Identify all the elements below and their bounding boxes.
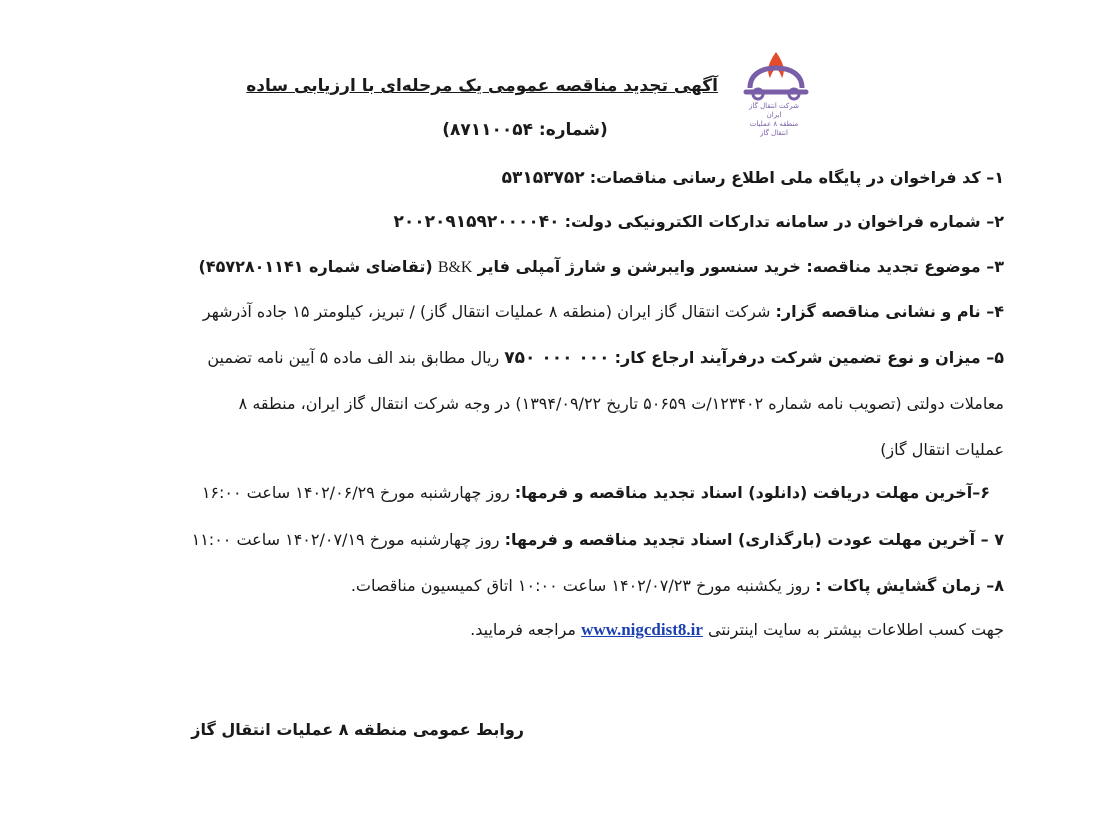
item-7 (192, 530, 1004, 549)
info-before: جهت کسب اطلاعات بیشتر به سایت اینترنتی (708, 620, 1004, 639)
item-1-label: ۱– کد فراخوان در پایگاه ملی اطلاع رسانی مناقصات: (589, 168, 1004, 187)
item-4-value: شرکت انتقال گاز ایران (منطقه ۸ عملیات انتقال گاز) / تبریز، کیلومتر ۱۵ جاده آذرشهر (202, 302, 771, 321)
item-7-value: روز چهارشنبه مورخ ۱۴۰۲/۰۷/۱۹ ساعت ۱۱:۰۰ (191, 530, 500, 549)
logo-company-line: شرکت انتقال گاز ایران (749, 102, 799, 119)
item-3-brand: B&K (437, 259, 473, 276)
item-2-value: ۲۰۰۲۰۹۱۵۹۲۰۰۰۰۴۰ (393, 212, 560, 232)
item-3-label: ۳– موضوع تجدید مناقصه: خرید سنسور وایبرشن و شارژ آمپلی فایر (477, 257, 1004, 276)
item-6 (202, 483, 990, 502)
item-5-label: ۵– میزان و نوع تضمین شرکت درفرآیند ارجاع کار: (614, 348, 1004, 367)
logo-region-line: منطقه ۸ عملیات انتقال گاز (749, 120, 799, 137)
item-3 (199, 257, 1005, 277)
item-3-suffix: (تقاضای شماره ۴۵۷۲۸۰۱۱۴۱) (198, 257, 433, 276)
item-1-value: ۵۳۱۵۳۷۵۲ (501, 168, 585, 188)
item-8 (351, 576, 1004, 595)
item-6-value: روز چهارشنبه مورخ ۱۴۰۲/۰۶/۲۹ ساعت ۱۶:۰۰ (201, 483, 510, 502)
logo-caption (742, 102, 806, 138)
item-4-label: ۴– نام و نشانی مناقصه گزار: (775, 302, 1004, 321)
notice-title: آگهی تجدید مناقصه عمومی یک مرحله‌ای با ارزیابی ساده (246, 76, 718, 96)
footer-signature: روابط عمومی منطقه ۸ عملیات انتقال گاز (191, 720, 524, 739)
website-link[interactable]: www.nigcdist8.ir (581, 620, 703, 639)
info-after: مراجعه فرمایید. (470, 620, 576, 639)
item-5-amount: ۰۰۰ ۰۰۰ ۷۵۰ (504, 348, 610, 368)
flame-icon (736, 48, 816, 108)
item-5-text-3: عملیات انتقال گاز) (880, 440, 1004, 459)
info-line (470, 620, 1004, 640)
item-6-label: ۶–آخرین مهلت دریافت (دانلود) اسناد تجدید مناقصه و فرمها: (514, 483, 990, 502)
item-4 (203, 302, 1004, 321)
item-7-label: ۷ – آخرین مهلت عودت (بارگذاری) اسناد تجدید مناقصه و فرمها: (504, 530, 1004, 549)
item-1 (502, 168, 1004, 188)
item-5-text-1: ریال مطابق بند الف ماده ۵ آیین نامه تضمین (207, 348, 500, 367)
item-5-text-2: معاملات دولتی (تصویب نامه شماره ۱۲۳۴۰۲/ت ۵۰۶۵۹ تاریخ ۱۳۹۴/۰۹/۲۲) در وجه شرکت انتقال گاز ایران، منطقه ۸ (238, 394, 1004, 413)
item-8-label: ۸– زمان گشایش پاکات : (815, 576, 1004, 595)
item-2 (394, 212, 1005, 232)
item-5 (207, 348, 1004, 368)
item-8-value: روز یکشنبه مورخ ۱۴۰۲/۰۷/۲۳ ساعت ۱۰:۰۰ اتاق کمیسیون مناقصات. (350, 576, 811, 595)
notice-number: (شماره: ۸۷۱۱۰۰۵۴) (442, 120, 608, 140)
item-2-label: ۲– شماره فراخوان در سامانه تدارکات الکترونیکی دولت: (564, 212, 1004, 231)
